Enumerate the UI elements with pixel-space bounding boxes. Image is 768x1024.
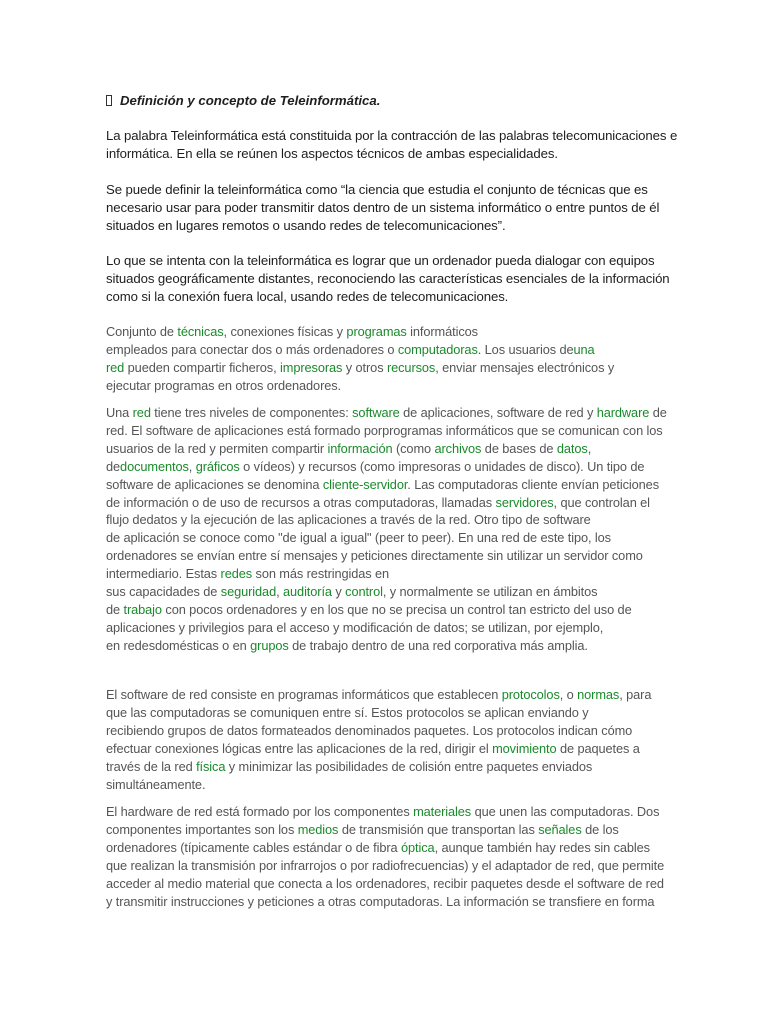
hyperlink[interactable]: materiales — [413, 804, 472, 819]
text-run: , que controlan el — [553, 494, 650, 510]
text-run: sus capacidades de — [106, 584, 221, 600]
paragraph-5 — [106, 404, 666, 655]
text-run: y — [331, 584, 346, 600]
text-run: , — [276, 584, 284, 600]
text-line — [106, 565, 666, 583]
hyperlink[interactable]: medios — [297, 821, 339, 837]
text-run: y otros — [342, 359, 387, 375]
text-run: aplicaciones y privilegios para el acceso y modificación de datos; se utilizan, por ejemplo, — [106, 619, 604, 635]
text-line: Lo que se intenta con la teleinformática es lograr que un ordenador pueda dialogar con equipos — [106, 253, 655, 268]
hyperlink[interactable]: archivos — [434, 440, 482, 456]
text-run: de — [649, 405, 667, 420]
hyperlink[interactable]: física — [196, 758, 226, 774]
text-line — [106, 722, 666, 740]
paragraph-2 — [106, 181, 666, 236]
text-run: , para — [619, 687, 652, 702]
text-run: , enviar mensajes electrónicos y — [435, 359, 615, 375]
text-run: de información o de uso de recursos a otras computadoras, llamadas — [106, 494, 496, 510]
text-run: simultáneamente. — [106, 776, 206, 792]
hyperlink[interactable]: una — [573, 341, 595, 357]
text-line: La palabra Teleinformática está constituida por la contracción de las palabras telecomunicaciones e — [106, 128, 678, 143]
text-line — [106, 704, 666, 722]
text-run: empleados para conectar dos o más ordenadores o — [106, 341, 398, 357]
text-run: El hardware de red está formado por los componentes — [106, 804, 414, 819]
paragraph-6 — [106, 686, 666, 793]
text-run: componentes importantes son los — [106, 821, 298, 837]
text-run: acceder al medio material que conecta a los ordenadores, recibir paquetes desde el software de red — [106, 875, 664, 891]
hyperlink[interactable]: gráficos — [195, 458, 240, 474]
text-line — [106, 476, 666, 494]
text-run: Una — [106, 405, 133, 420]
hyperlink[interactable]: grupos — [250, 637, 289, 653]
hyperlink[interactable]: red — [132, 405, 151, 420]
hyperlink[interactable]: impresoras — [280, 359, 343, 375]
text-line — [106, 857, 666, 875]
text-run: o vídeos) y recursos (como impresoras o unidades de disco). Un tipo de — [239, 458, 645, 474]
text-run: son más restringidas en — [252, 566, 390, 582]
text-line — [106, 740, 666, 758]
text-run: intermediario. Estas — [106, 566, 221, 582]
text-run: , — [587, 440, 592, 456]
text-line — [106, 686, 666, 704]
text-line — [106, 529, 666, 547]
hyperlink[interactable]: datos — [556, 440, 588, 456]
text-line — [106, 458, 666, 476]
text-run: , y normalmente se utilizan en ámbitos — [382, 584, 598, 600]
text-run: de los — [581, 821, 619, 837]
section-heading — [106, 93, 380, 108]
hyperlink[interactable]: seguridad — [220, 584, 277, 600]
hyperlink[interactable]: movimiento — [492, 740, 557, 756]
text-line — [106, 511, 666, 529]
text-line — [106, 637, 666, 655]
text-line: Se puede definir la teleinformática como “la ciencia que estudia el conjunto de técnicas que es — [106, 182, 648, 197]
bullet-icon — [106, 95, 112, 106]
hyperlink[interactable]: servidores — [495, 494, 554, 510]
text-run: de — [106, 458, 121, 474]
text-run: red. El software de aplicaciones está formado porprogramas informáticos que se comunican con los — [106, 422, 663, 438]
hyperlink[interactable]: documentos — [120, 458, 189, 474]
text-run: recibiendo grupos de datos formateados denominados paquetes. Los protocolos indican cómo — [106, 722, 633, 738]
hyperlink[interactable]: óptica — [401, 839, 435, 855]
text-line — [106, 583, 666, 601]
text-run: que realizan la transmisión por infrarrojos o por radiofrecuencias) y el adaptador de red, que permite — [106, 857, 665, 873]
text-run: de paquetes a — [556, 740, 640, 756]
hyperlink[interactable]: red — [106, 359, 125, 375]
text-line — [106, 601, 666, 619]
text-run: pueden compartir ficheros, — [124, 359, 281, 375]
hyperlink[interactable]: hardware — [596, 405, 650, 420]
text-line — [106, 619, 666, 637]
text-line: necesario usar para poder transmitir datos dentro de un sistema informático o entre puntos de él — [106, 200, 660, 216]
text-run: Conjunto de — [106, 324, 178, 339]
text-run: en redesdomésticas o en — [106, 637, 251, 653]
text-line — [106, 776, 666, 794]
hyperlink[interactable]: técnicas — [177, 324, 224, 339]
text-line: como si la conexión fuera local, usando redes de telecomunicaciones. — [106, 289, 509, 305]
text-line — [106, 875, 666, 893]
hyperlink[interactable]: información — [327, 440, 393, 456]
text-run: de transmisión que transportan las — [338, 821, 539, 837]
text-run: software de aplicaciones se denomina — [106, 476, 323, 492]
text-run: flujo dedatos y la ejecución de las aplicaciones a través de la red. Otro tipo de software — [106, 512, 591, 528]
hyperlink[interactable]: auditoría — [283, 584, 332, 600]
text-line — [106, 547, 666, 565]
hyperlink[interactable]: cliente-servidor — [322, 476, 408, 492]
text-line — [106, 377, 666, 395]
text-run: de aplicación se conoce como "de igual a igual" (peer to peer). En una red de este tipo, los — [106, 530, 611, 546]
hyperlink[interactable]: protocolos — [501, 687, 560, 702]
text-line: informática. En ella se reúnen los aspectos técnicos de ambas especialidades. — [106, 146, 558, 162]
text-line — [106, 821, 666, 839]
hyperlink[interactable]: software — [352, 405, 400, 420]
text-run: (como — [392, 440, 435, 456]
text-line — [106, 422, 666, 440]
hyperlink[interactable]: redes — [220, 566, 253, 582]
hyperlink[interactable]: normas — [577, 687, 620, 702]
text-run: ejecutar programas en otros ordenadores. — [106, 377, 342, 393]
text-line — [106, 803, 666, 821]
hyperlink[interactable]: control — [345, 584, 383, 600]
text-line — [106, 323, 666, 341]
paragraph-3 — [106, 252, 670, 307]
text-line: situados en lugares remotos o usando redes de telecomunicaciones”. — [106, 218, 506, 234]
text-run: que unen las computadoras. Dos — [471, 804, 660, 819]
text-run: , conexiones físicas y — [223, 324, 347, 339]
text-run: través de la red — [106, 758, 197, 774]
text-run: ordenadores (típicamente cables estándar o de fibra — [106, 839, 401, 855]
text-run: ordenadores se envían entre sí mensajes y peticiones directamente sin utilizar un servidor como — [106, 548, 643, 564]
text-line — [106, 359, 666, 377]
text-line — [106, 341, 666, 359]
text-line — [106, 494, 666, 512]
text-line: situados geográficamente distantes, reconociendo las características esenciales de la información — [106, 271, 670, 287]
hyperlink[interactable]: señales — [538, 821, 582, 837]
paragraph-1 — [106, 127, 678, 163]
text-run: y transmitir instrucciones y peticiones a otras computadoras. La información se transfiere en forma — [106, 893, 655, 909]
text-run: de — [106, 601, 124, 617]
hyperlink[interactable]: programas — [346, 324, 407, 339]
hyperlink[interactable]: computadoras — [397, 341, 478, 357]
text-run: , aunque también hay redes sin cables — [434, 839, 650, 855]
text-run: que las computadoras se comuniquen entre sí. Estos protocolos se aplican enviando y — [106, 704, 589, 720]
text-run: El software de red consiste en programas informáticos que establecen — [106, 687, 502, 702]
text-run: , — [188, 458, 196, 474]
text-run: usuarios de la red y permiten compartir — [106, 440, 328, 456]
text-run: tiene tres niveles de componentes: — [150, 405, 353, 420]
text-run: , o — [559, 687, 578, 702]
text-line — [106, 839, 666, 857]
text-line — [106, 893, 666, 911]
hyperlink[interactable]: recursos — [386, 359, 436, 375]
text-run: efectuar conexiones lógicas entre las aplicaciones de la red, dirigir el — [106, 740, 493, 756]
text-line — [106, 440, 666, 458]
text-run: de trabajo dentro de una red corporativa más amplia. — [288, 637, 588, 653]
paragraph-4 — [106, 323, 666, 395]
text-run: . Las computadoras cliente envían peticiones — [407, 476, 659, 492]
paragraph-7 — [106, 803, 666, 910]
hyperlink[interactable]: trabajo — [123, 601, 162, 617]
text-run: con pocos ordenadores y en los que no se precisa un control tan estricto del uso de — [161, 601, 632, 617]
text-run: y minimizar las posibilidades de colisión entre paquetes enviados — [225, 758, 593, 774]
text-line — [106, 758, 666, 776]
heading-text: Definición y concepto de Teleinformática. — [120, 93, 381, 108]
text-run: . Los usuarios de — [477, 341, 574, 357]
text-line — [106, 404, 666, 422]
text-run: de aplicaciones, software de red y — [399, 405, 597, 420]
text-run: de bases de — [481, 440, 557, 456]
text-run: informáticos — [406, 324, 478, 339]
